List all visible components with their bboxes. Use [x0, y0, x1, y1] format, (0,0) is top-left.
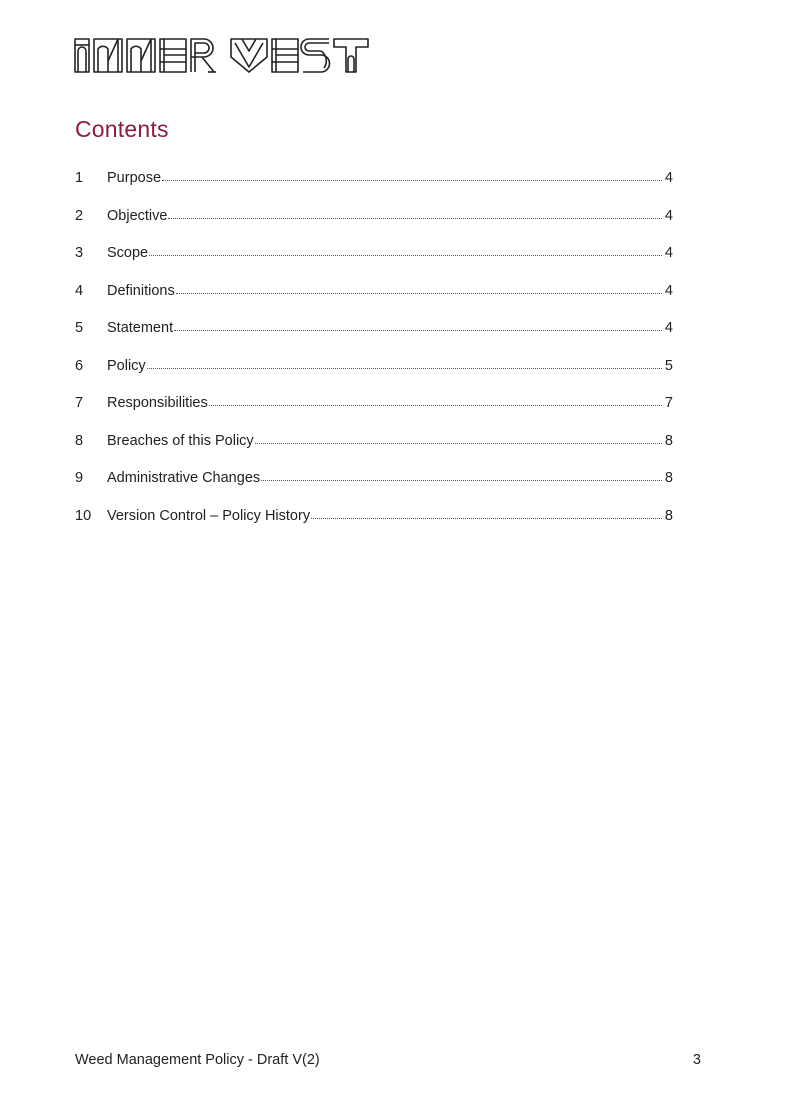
- toc-dot-leader: [255, 443, 662, 444]
- toc-entry-title: Purpose: [107, 170, 162, 186]
- toc-entry-page: 4: [664, 320, 673, 336]
- toc-entry-number: 5: [75, 320, 84, 336]
- toc-entry-page: 4: [664, 207, 673, 224]
- toc-entry-page: 5: [664, 357, 673, 374]
- toc-dot-leader: [261, 480, 662, 481]
- toc-entry-title: Version Control – Policy History: [107, 507, 311, 524]
- toc-dot-leader: [149, 255, 662, 256]
- toc-entry-title: Statement: [107, 320, 174, 336]
- toc-entry-title: Responsibilities: [107, 395, 208, 411]
- toc-entry-number: 2: [75, 207, 84, 224]
- toc-entry-title: Objective: [107, 207, 168, 224]
- toc-dot-leader: [176, 293, 662, 294]
- toc-entry[interactable]: [75, 320, 673, 358]
- contents-heading: Contents: [75, 116, 169, 142]
- toc-dot-leader: [162, 180, 662, 181]
- toc-entry[interactable]: [75, 395, 673, 433]
- toc-entry-number: 4: [75, 282, 84, 299]
- toc-entry-number: 1: [75, 170, 84, 186]
- toc-entry-number: 7: [75, 395, 84, 411]
- toc-entry[interactable]: [75, 170, 673, 208]
- footer-page-number: 3: [692, 1052, 701, 1068]
- toc-entry-number: 9: [75, 470, 84, 486]
- toc-entry-page: 7: [664, 395, 673, 411]
- toc-entry[interactable]: [75, 433, 673, 471]
- toc-entry-title: Breaches of this Policy: [107, 432, 254, 449]
- toc-entry[interactable]: [75, 358, 673, 396]
- toc-dot-leader: [209, 405, 662, 406]
- toc-entry-number: 6: [75, 357, 84, 374]
- toc-entry[interactable]: [75, 245, 673, 283]
- toc-entry-page: 8: [664, 432, 673, 449]
- toc-entry[interactable]: [75, 208, 673, 246]
- toc-dot-leader: [174, 330, 662, 331]
- toc-dot-leader: [147, 368, 662, 369]
- table-of-contents: [75, 170, 673, 545]
- toc-entry-number: 8: [75, 432, 84, 449]
- toc-entry-page: 4: [664, 245, 673, 261]
- toc-dot-leader: [168, 218, 662, 219]
- toc-entry-number: 3: [75, 245, 84, 261]
- toc-dot-leader: [311, 518, 662, 519]
- toc-entry-title: Definitions: [107, 282, 175, 299]
- toc-entry-title: Policy: [107, 357, 146, 374]
- toc-entry[interactable]: [75, 283, 673, 321]
- toc-entry-title: Administrative Changes: [107, 470, 261, 486]
- toc-entry[interactable]: [75, 508, 673, 546]
- toc-entry-page: 8: [664, 470, 673, 486]
- toc-entry-page: 4: [664, 282, 673, 299]
- toc-entry-number: 10: [75, 507, 92, 524]
- page-footer: [75, 1052, 701, 1068]
- inner-west-logo-icon: [74, 37, 370, 74]
- toc-entry-page: 8: [664, 507, 673, 524]
- footer-document-title: Weed Management Policy - Draft V(2): [75, 1052, 320, 1068]
- toc-entry[interactable]: [75, 470, 673, 508]
- toc-entry-page: 4: [664, 170, 673, 186]
- toc-entry-title: Scope: [107, 245, 149, 261]
